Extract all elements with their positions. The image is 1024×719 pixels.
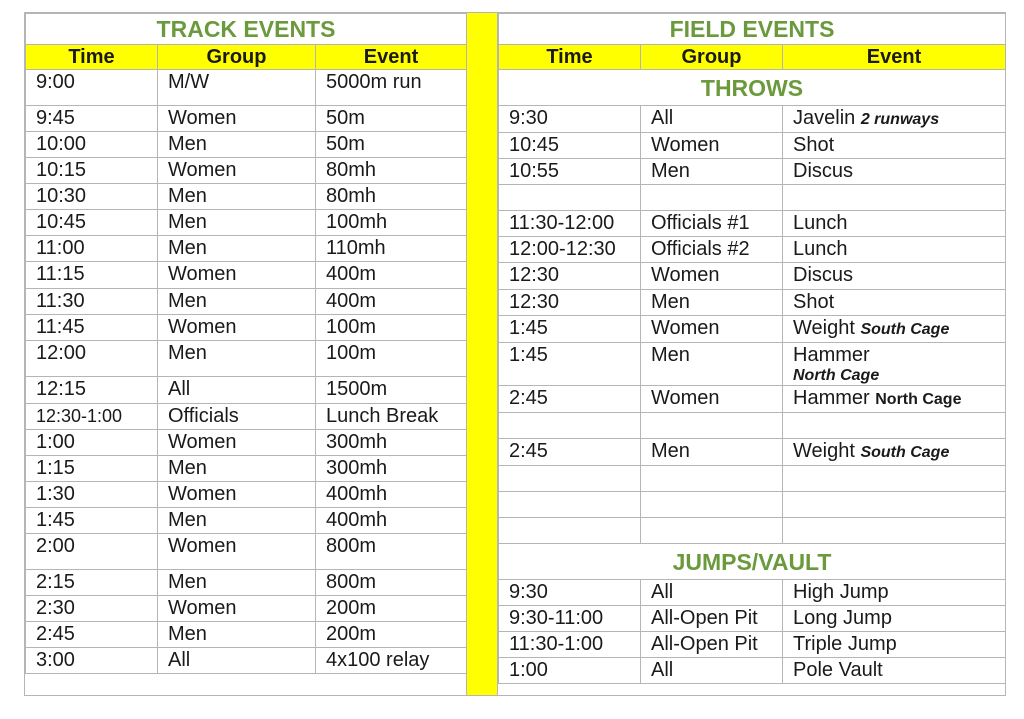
field-event-cell	[783, 290, 1006, 316]
field-event-cell	[783, 237, 1006, 263]
track-time-cell-text: 11:30	[36, 290, 85, 312]
throws-section-title: THROWS	[499, 70, 1006, 106]
track-group-cell	[158, 456, 316, 482]
table-row	[26, 132, 467, 158]
track-event-cell-text: 200m	[326, 597, 377, 619]
field-header-event: Event	[783, 45, 1006, 70]
field-group-cell-text: Women	[651, 264, 720, 286]
track-event-cell-text: 50m	[326, 133, 365, 155]
field-group-cell-text: Men	[651, 291, 690, 313]
track-group-cell-text: Men	[168, 290, 207, 312]
track-group-cell	[158, 184, 316, 210]
field-event-cell	[783, 386, 1006, 413]
track-group-cell-text: Women	[168, 107, 237, 129]
field-event-cell	[783, 263, 1006, 290]
track-event-cell-text: 100m	[326, 342, 377, 364]
track-event-cell	[316, 508, 467, 534]
track-event-cell-text: 100m	[326, 316, 377, 338]
field-time-cell-text: 2:45	[509, 387, 548, 409]
field-time-cell-text: 12:00-12:30	[509, 238, 616, 260]
track-time-cell	[26, 184, 158, 210]
field-event-cell-text: Discus	[793, 160, 854, 182]
table-row	[499, 316, 1006, 343]
field-group-cell	[641, 439, 783, 466]
field-event-cell-text: Pole Vault	[793, 659, 883, 681]
track-time-cell-text: 12:30-1:00	[36, 406, 123, 426]
field-time-cell	[499, 237, 641, 263]
field-event-cell-text: Hammer	[793, 344, 870, 366]
field-time-cell-text: 12:30	[509, 291, 560, 313]
track-time-cell	[26, 570, 158, 596]
table-row	[499, 580, 1006, 606]
field-group-cell-text: Officials #2	[651, 238, 750, 260]
event-location-note: 2 runways	[860, 111, 940, 128]
track-event-cell	[316, 70, 467, 106]
field-time-cell	[499, 211, 641, 237]
track-time-cell-text: 10:15	[36, 159, 87, 181]
track-time-cell-text: 12:00	[36, 342, 87, 364]
field-group-cell-text: Women	[651, 387, 720, 409]
field-event-cell	[783, 466, 1006, 492]
field-group-cell	[641, 133, 783, 159]
track-event-cell-text: 200m	[326, 623, 377, 645]
track-time-cell	[26, 289, 158, 315]
field-events-table	[498, 13, 1006, 684]
field-time-cell-text: 1:45	[509, 317, 548, 339]
field-header-time: Time	[499, 45, 641, 70]
field-group-cell	[641, 658, 783, 684]
track-time-cell	[26, 534, 158, 570]
field-time-cell	[499, 518, 641, 544]
track-time-cell	[26, 482, 158, 508]
field-group-cell	[641, 237, 783, 263]
track-header-event: Event	[316, 45, 467, 70]
track-event-cell-text: 4x100 relay	[326, 649, 430, 671]
field-time-cell-text: 1:00	[509, 659, 548, 681]
field-time-cell	[499, 466, 641, 492]
track-event-cell	[316, 622, 467, 648]
table-row	[26, 508, 467, 534]
field-time-cell-text: 10:45	[509, 134, 560, 156]
track-time-cell-text: 11:15	[36, 263, 85, 285]
track-event-cell	[316, 404, 467, 430]
field-time-cell	[499, 386, 641, 413]
track-time-cell-text: 1:00	[36, 431, 75, 453]
track-header-time: Time	[26, 45, 158, 70]
track-group-cell-text: Women	[168, 597, 237, 619]
track-time-cell-text: 11:00	[36, 237, 85, 259]
field-group-cell	[641, 466, 783, 492]
track-group-cell	[158, 262, 316, 289]
track-event-cell	[316, 341, 467, 377]
track-event-cell	[316, 534, 467, 570]
field-group-cell	[641, 185, 783, 211]
track-event-cell-text: 400mh	[326, 509, 388, 531]
track-events-table	[25, 13, 467, 674]
field-time-cell	[499, 185, 641, 211]
table-row	[499, 263, 1006, 290]
field-event-cell	[783, 106, 1006, 133]
track-event-cell-text: 800m	[326, 571, 377, 593]
table-row	[26, 482, 467, 508]
track-event-cell	[316, 596, 467, 622]
field-event-cell-text: Triple Jump	[793, 633, 897, 655]
table-row	[26, 158, 467, 184]
table-row	[499, 606, 1006, 632]
field-group-cell-text: All-Open Pit	[651, 633, 758, 655]
field-event-cell-text: Discus	[793, 264, 854, 286]
field-event-cell-text: Javelin	[793, 107, 856, 129]
track-group-cell	[158, 236, 316, 262]
track-event-cell	[316, 106, 467, 132]
table-row	[499, 185, 1006, 211]
table-row	[26, 534, 467, 570]
track-event-cell	[316, 570, 467, 596]
field-group-cell	[641, 606, 783, 632]
table-row	[26, 622, 467, 648]
track-group-cell	[158, 534, 316, 570]
table-row	[26, 315, 467, 341]
field-time-cell-text: 1:45	[509, 344, 548, 366]
field-group-cell-text: Men	[651, 440, 690, 462]
track-time-cell	[26, 132, 158, 158]
track-event-cell-text: 110mh	[326, 237, 386, 259]
track-group-cell	[158, 596, 316, 622]
field-time-cell-text: 9:30	[509, 107, 548, 129]
track-time-cell-text: 10:00	[36, 133, 87, 155]
table-row	[26, 184, 467, 210]
track-time-cell	[26, 648, 158, 674]
field-group-cell	[641, 290, 783, 316]
track-time-cell	[26, 236, 158, 262]
track-time-cell	[26, 596, 158, 622]
track-event-cell	[316, 377, 467, 404]
field-event-cell-text: Hammer	[793, 387, 870, 409]
table-row	[26, 377, 467, 404]
track-group-cell-text: M/W	[168, 71, 210, 93]
field-header-group: Group	[641, 45, 783, 70]
field-group-cell	[641, 413, 783, 439]
field-time-cell	[499, 413, 641, 439]
track-event-cell	[316, 262, 467, 289]
track-event-cell	[316, 315, 467, 341]
track-header-group: Group	[158, 45, 316, 70]
field-event-cell	[783, 658, 1006, 684]
track-time-cell	[26, 404, 158, 430]
table-row	[26, 210, 467, 236]
track-group-cell-text: Women	[168, 263, 237, 285]
track-time-cell-text: 1:45	[36, 509, 75, 531]
track-group-cell	[158, 341, 316, 377]
table-row	[26, 430, 467, 456]
field-event-cell	[783, 185, 1006, 211]
field-time-cell-text: 11:30-12:00	[509, 212, 615, 234]
track-event-cell	[316, 456, 467, 482]
track-event-cell-text: 1500m	[326, 378, 388, 400]
track-event-cell	[316, 184, 467, 210]
table-row	[26, 70, 467, 106]
field-event-cell-text: Lunch	[793, 212, 848, 234]
field-time-cell	[499, 106, 641, 133]
table-row	[499, 518, 1006, 544]
field-group-cell	[641, 211, 783, 237]
table-row	[26, 289, 467, 315]
field-event-cell-text: Long Jump	[793, 607, 892, 629]
track-event-cell-text: 400m	[326, 263, 377, 285]
table-row	[499, 343, 1006, 386]
track-group-cell	[158, 430, 316, 456]
track-time-cell-text: 2:45	[36, 623, 75, 645]
table-row	[499, 290, 1006, 316]
table-row	[499, 632, 1006, 658]
track-group-cell	[158, 289, 316, 315]
track-group-cell-text: Men	[168, 509, 207, 531]
field-time-cell	[499, 439, 641, 466]
track-event-cell-text: 400mh	[326, 483, 388, 505]
field-group-cell-text: Men	[651, 344, 690, 366]
field-group-cell-text: Women	[651, 317, 720, 339]
field-time-cell	[499, 159, 641, 185]
table-row	[499, 133, 1006, 159]
track-time-cell-text: 10:30	[36, 185, 87, 207]
track-event-cell-text: 100mh	[326, 211, 388, 233]
field-group-cell	[641, 343, 783, 386]
track-group-cell-text: Men	[168, 237, 207, 259]
field-event-cell	[783, 316, 1006, 343]
track-group-cell-text: All	[168, 649, 191, 671]
track-time-cell	[26, 70, 158, 106]
field-group-cell	[641, 492, 783, 518]
field-time-cell-text: 11:30-1:00	[509, 633, 604, 655]
track-group-cell-text: Women	[168, 535, 237, 557]
table-row	[26, 456, 467, 482]
table-row	[499, 159, 1006, 185]
track-event-cell-text: 400m	[326, 290, 377, 312]
track-group-cell-text: Women	[168, 159, 237, 181]
field-event-cell	[783, 492, 1006, 518]
track-group-cell-text: All	[168, 378, 191, 400]
event-location-note: North Cage	[875, 391, 962, 408]
event-location-note: South Cage	[860, 444, 950, 461]
table-row	[26, 262, 467, 289]
event-location-note: South Cage	[860, 321, 950, 338]
track-time-cell	[26, 341, 158, 377]
track-group-cell-text: Men	[168, 571, 207, 593]
track-time-cell	[26, 262, 158, 289]
track-time-cell-text: 2:30	[36, 597, 75, 619]
table-row	[499, 413, 1006, 439]
track-group-cell-text: Men	[168, 623, 207, 645]
track-time-cell-text: 2:15	[36, 571, 75, 593]
table-row	[499, 492, 1006, 518]
table-row	[26, 570, 467, 596]
jumps-section-title: JUMPS/VAULT	[499, 544, 1006, 580]
track-event-cell	[316, 236, 467, 262]
track-group-cell	[158, 132, 316, 158]
field-time-cell	[499, 290, 641, 316]
field-time-cell	[499, 492, 641, 518]
track-group-cell	[158, 648, 316, 674]
track-time-cell-text: 1:30	[36, 483, 75, 505]
track-group-cell	[158, 70, 316, 106]
field-time-cell	[499, 263, 641, 290]
field-time-cell-text: 2:45	[509, 440, 548, 462]
track-event-cell-text: 300mh	[326, 431, 388, 453]
field-time-cell	[499, 580, 641, 606]
track-event-cell	[316, 482, 467, 508]
track-event-cell-text: 300mh	[326, 457, 388, 479]
table-row	[26, 106, 467, 132]
track-event-cell-text: 50m	[326, 107, 365, 129]
field-group-cell	[641, 518, 783, 544]
field-event-cell-text: Lunch	[793, 238, 848, 260]
table-row	[26, 404, 467, 430]
track-group-cell	[158, 315, 316, 341]
track-group-cell	[158, 106, 316, 132]
track-group-cell	[158, 570, 316, 596]
track-group-cell-text: Men	[168, 457, 207, 479]
field-group-cell	[641, 386, 783, 413]
field-event-cell	[783, 632, 1006, 658]
field-event-cell	[783, 413, 1006, 439]
track-group-cell	[158, 482, 316, 508]
track-event-cell	[316, 210, 467, 236]
track-event-cell	[316, 158, 467, 184]
center-divider	[466, 13, 498, 695]
table-row	[499, 439, 1006, 466]
track-event-cell-text: 80mh	[326, 159, 377, 181]
field-event-cell	[783, 439, 1006, 466]
table-row	[26, 236, 467, 262]
field-event-cell-text: Weight	[793, 440, 855, 462]
field-event-cell	[783, 133, 1006, 159]
field-event-cell-text: Shot	[793, 291, 835, 313]
table-row	[26, 596, 467, 622]
field-group-cell	[641, 316, 783, 343]
field-event-cell	[783, 343, 1006, 386]
field-time-cell	[499, 606, 641, 632]
table-row	[499, 466, 1006, 492]
field-event-cell	[783, 518, 1006, 544]
field-group-cell-text: All-Open Pit	[651, 607, 758, 629]
field-title: FIELD EVENTS	[499, 14, 1006, 45]
track-time-cell	[26, 508, 158, 534]
field-group-cell-text: All	[651, 107, 674, 129]
table-row	[499, 386, 1006, 413]
field-event-cell-text: Weight	[793, 317, 855, 339]
track-group-cell-text: Men	[168, 133, 207, 155]
event-location-note: North Cage	[793, 367, 880, 384]
field-time-cell	[499, 316, 641, 343]
track-event-cell-text: 80mh	[326, 185, 377, 207]
field-group-cell-text: Men	[651, 160, 690, 182]
field-event-cell	[783, 211, 1006, 237]
field-group-cell	[641, 159, 783, 185]
track-time-cell-text: 1:15	[36, 457, 75, 479]
track-event-cell-text: 800m	[326, 535, 377, 557]
track-group-cell	[158, 158, 316, 184]
field-group-cell-text: All	[651, 581, 674, 603]
track-group-cell-text: Men	[168, 211, 207, 233]
track-time-cell	[26, 210, 158, 236]
track-group-cell-text: Women	[168, 316, 237, 338]
field-event-cell-text: High Jump	[793, 581, 889, 603]
track-time-cell-text: 9:00	[36, 71, 75, 93]
field-event-cell	[783, 159, 1006, 185]
field-time-cell-text: 12:30	[509, 264, 560, 286]
track-time-cell	[26, 158, 158, 184]
jumps-section-title-row	[499, 544, 1006, 580]
table-row	[499, 658, 1006, 684]
field-time-cell-text: 10:55	[509, 160, 560, 182]
field-group-cell	[641, 263, 783, 290]
track-time-cell	[26, 315, 158, 341]
field-event-cell	[783, 580, 1006, 606]
track-time-cell	[26, 430, 158, 456]
track-title: TRACK EVENTS	[26, 14, 467, 45]
field-group-cell	[641, 632, 783, 658]
track-time-cell-text: 3:00	[36, 649, 75, 671]
track-event-cell	[316, 132, 467, 158]
track-group-cell-text: Men	[168, 342, 207, 364]
track-time-cell-text: 9:45	[36, 107, 75, 129]
track-group-cell	[158, 210, 316, 236]
track-group-cell	[158, 404, 316, 430]
track-event-cell	[316, 289, 467, 315]
field-time-cell	[499, 133, 641, 159]
field-group-cell	[641, 580, 783, 606]
track-time-cell-text: 2:00	[36, 535, 75, 557]
track-group-cell	[158, 622, 316, 648]
track-event-cell-text: Lunch Break	[326, 405, 439, 427]
track-time-cell-text: 11:45	[36, 316, 85, 338]
track-time-cell-text: 12:15	[36, 378, 87, 400]
track-event-cell-text: 5000m run	[326, 71, 422, 93]
track-time-cell	[26, 456, 158, 482]
track-event-cell	[316, 648, 467, 674]
track-group-cell	[158, 508, 316, 534]
track-group-cell-text: Women	[168, 483, 237, 505]
table-row	[26, 341, 467, 377]
field-time-cell	[499, 343, 641, 386]
track-time-cell	[26, 622, 158, 648]
track-event-cell	[316, 430, 467, 456]
field-time-cell	[499, 632, 641, 658]
field-time-cell-text: 9:30-11:00	[509, 607, 604, 629]
field-group-cell-text: All	[651, 659, 674, 681]
track-time-cell-text: 10:45	[36, 211, 87, 233]
throws-section-title-row	[499, 70, 1006, 106]
table-row	[499, 237, 1006, 263]
table-row	[499, 106, 1006, 133]
track-time-cell	[26, 377, 158, 404]
field-event-cell	[783, 606, 1006, 632]
field-event-cell-text: Shot	[793, 134, 835, 156]
field-group-cell-text: Women	[651, 134, 720, 156]
track-group-cell-text: Women	[168, 431, 237, 453]
field-group-cell	[641, 106, 783, 133]
track-group-cell-text: Men	[168, 185, 207, 207]
table-row	[499, 211, 1006, 237]
table-row	[26, 648, 467, 674]
field-group-cell-text: Officials #1	[651, 212, 750, 234]
field-time-cell	[499, 658, 641, 684]
track-group-cell-text: Officials	[168, 405, 239, 427]
field-time-cell-text: 9:30	[509, 581, 548, 603]
track-group-cell	[158, 377, 316, 404]
track-time-cell	[26, 106, 158, 132]
